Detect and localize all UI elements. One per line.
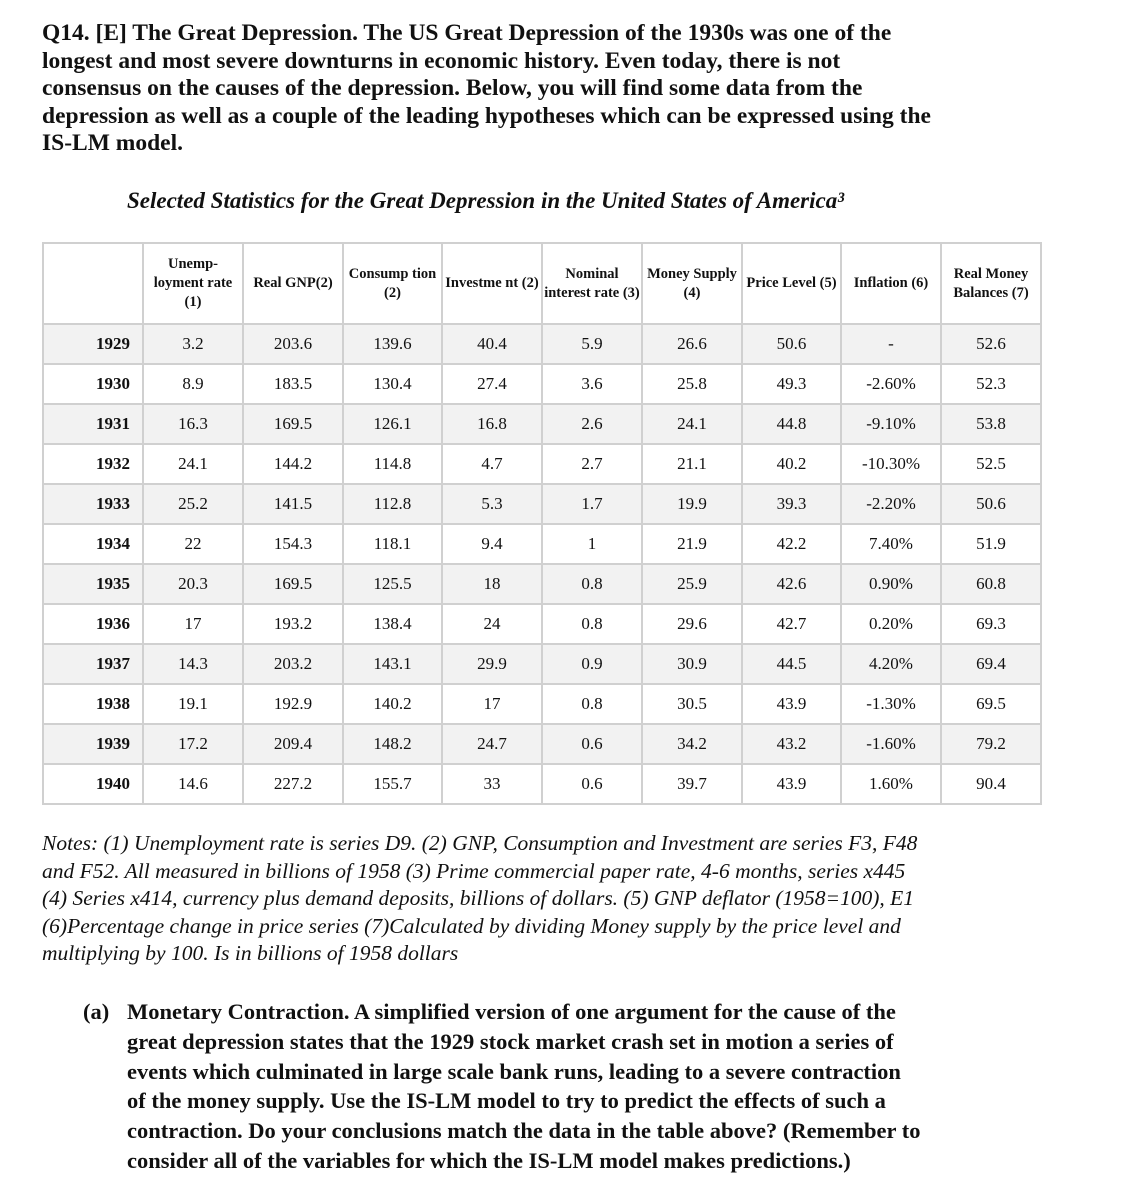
data-cell: 29.9 [442, 644, 542, 684]
data-cell: 44.5 [742, 644, 841, 684]
data-cell: 50.6 [941, 484, 1041, 524]
data-cell: 0.8 [542, 604, 642, 644]
data-cell: 49.3 [742, 364, 841, 404]
data-cell: 0.8 [542, 684, 642, 724]
data-cell: 126.1 [343, 404, 442, 444]
year-cell: 1937 [43, 644, 143, 684]
data-cell: 42.2 [742, 524, 841, 564]
part-a-label: (a) [83, 999, 110, 1024]
data-cell: 16.8 [442, 404, 542, 444]
data-cell: 18 [442, 564, 542, 604]
data-cell: 193.2 [243, 604, 343, 644]
year-cell: 1939 [43, 724, 143, 764]
data-cell: 4.7 [442, 444, 542, 484]
data-cell: 143.1 [343, 644, 442, 684]
data-cell: 20.3 [143, 564, 243, 604]
data-cell: 25.8 [642, 364, 742, 404]
data-cell: 44.8 [742, 404, 841, 444]
notes-line: multiplying by 100. Is in billions of 1958 dollars [42, 941, 459, 966]
table-caption: Selected Statistics for the Great Depression in the United States of America³ [127, 188, 845, 213]
year-cell: 1940 [43, 764, 143, 804]
column-header: Real Money Balances (7) [941, 243, 1041, 324]
data-cell: 2.7 [542, 444, 642, 484]
table-row [43, 364, 1041, 404]
data-cell: 1.7 [542, 484, 642, 524]
part-a-line: events which culminated in large scale bank runs, leading to a severe contraction [127, 1058, 901, 1084]
data-cell: 24.1 [143, 444, 243, 484]
notes-line: and F52. All measured in billions of 1958 (3) Prime commercial paper rate, 4-6 months, series x445 [42, 858, 906, 883]
data-cell: -1.30% [841, 684, 941, 724]
data-cell: 26.6 [642, 324, 742, 364]
data-cell: 50.6 [742, 324, 841, 364]
data-cell: 141.5 [243, 484, 343, 524]
question-text [42, 20, 931, 158]
table-row [43, 404, 1041, 444]
data-cell: 4.20% [841, 644, 941, 684]
part-a-line: of the money supply. Use the IS-LM model to try to predict the effects of such a [127, 1088, 886, 1114]
data-cell: 19.1 [143, 684, 243, 724]
column-header: Consump tion (2) [343, 243, 442, 324]
data-cell: 29.6 [642, 604, 742, 644]
data-cell: 5.9 [542, 324, 642, 364]
data-cell: 30.5 [642, 684, 742, 724]
data-cell: 112.8 [343, 484, 442, 524]
data-cell: 43.9 [742, 684, 841, 724]
question-line: longest and most severe downturns in economic history. Even today, there is not [42, 47, 841, 74]
data-cell: 24 [442, 604, 542, 644]
year-cell: 1933 [43, 484, 143, 524]
year-cell: 1929 [43, 324, 143, 364]
part-a-line: great depression states that the 1929 stock market crash set in motion a series of [127, 1028, 894, 1054]
data-cell: 130.4 [343, 364, 442, 404]
data-cell: 203.6 [243, 324, 343, 364]
data-cell: -2.60% [841, 364, 941, 404]
data-cell: 2.6 [542, 404, 642, 444]
data-cell: 60.8 [941, 564, 1041, 604]
data-cell: 19.9 [642, 484, 742, 524]
data-cell: 3.6 [542, 364, 642, 404]
data-cell: 43.9 [742, 764, 841, 804]
table-row [43, 604, 1041, 644]
year-cell: 1931 [43, 404, 143, 444]
data-cell: 39.7 [642, 764, 742, 804]
data-cell: 24.7 [442, 724, 542, 764]
data-cell: 114.8 [343, 444, 442, 484]
notes-line: Notes: (1) Unemployment rate is series D9. (2) GNP, Consumption and Investment are series F3, F48 [42, 831, 918, 855]
data-cell: 0.90% [841, 564, 941, 604]
data-cell: 79.2 [941, 724, 1041, 764]
statistics-table [42, 242, 1042, 805]
question-line: depression as well as a couple of the leading hypotheses which can be expressed using the [42, 102, 931, 129]
year-cell: 1930 [43, 364, 143, 404]
notes-line: (6)Percentage change in price series (7)Calculated by dividing Money supply by the price level and [42, 913, 901, 938]
table-row [43, 524, 1041, 564]
data-cell: -10.30% [841, 444, 941, 484]
table-notes [42, 830, 917, 968]
part-a [83, 997, 920, 1176]
data-cell: 14.6 [143, 764, 243, 804]
data-cell: 8.9 [143, 364, 243, 404]
data-cell: -9.10% [841, 404, 941, 444]
data-cell: 42.6 [742, 564, 841, 604]
data-cell: 144.2 [243, 444, 343, 484]
data-cell: 0.6 [542, 764, 642, 804]
data-cell: 1.60% [841, 764, 941, 804]
data-cell: -1.60% [841, 724, 941, 764]
data-cell: 27.4 [442, 364, 542, 404]
year-cell: 1932 [43, 444, 143, 484]
data-cell: 69.3 [941, 604, 1041, 644]
column-header: Investme nt (2) [442, 243, 542, 324]
table-row [43, 644, 1041, 684]
data-cell: 34.2 [642, 724, 742, 764]
year-cell: 1935 [43, 564, 143, 604]
data-cell: 0.6 [542, 724, 642, 764]
part-a-line: contraction. Do your conclusions match the data in the table above? (Remember to [127, 1118, 921, 1144]
data-cell: 148.2 [343, 724, 442, 764]
column-header: Unemp-loyment rate (1) [143, 243, 243, 324]
data-cell: 40.4 [442, 324, 542, 364]
question-line: IS-LM model. [42, 130, 183, 157]
data-cell: 140.2 [343, 684, 442, 724]
data-cell: 52.6 [941, 324, 1041, 364]
data-cell: 21.9 [642, 524, 742, 564]
data-cell: 30.9 [642, 644, 742, 684]
data-cell: 14.3 [143, 644, 243, 684]
table-row [43, 684, 1041, 724]
data-cell: 40.2 [742, 444, 841, 484]
data-cell: 16.3 [143, 404, 243, 444]
column-header: Money Supply (4) [642, 243, 742, 324]
data-cell: 169.5 [243, 564, 343, 604]
data-cell: 9.4 [442, 524, 542, 564]
data-cell: 21.1 [642, 444, 742, 484]
data-cell: 203.2 [243, 644, 343, 684]
data-cell: 183.5 [243, 364, 343, 404]
data-cell: 22 [143, 524, 243, 564]
table-row [43, 564, 1041, 604]
data-cell: 25.2 [143, 484, 243, 524]
data-cell: 43.2 [742, 724, 841, 764]
data-cell: 53.8 [941, 404, 1041, 444]
data-cell: 24.1 [642, 404, 742, 444]
table-row [43, 444, 1041, 484]
data-cell: 17 [442, 684, 542, 724]
data-cell: -2.20% [841, 484, 941, 524]
data-cell: 138.4 [343, 604, 442, 644]
data-cell: 155.7 [343, 764, 442, 804]
data-cell: 17.2 [143, 724, 243, 764]
table-row [43, 484, 1041, 524]
data-cell: - [841, 324, 941, 364]
table-row [43, 764, 1041, 804]
question-line: consensus on the causes of the depression. Below, you will find some data from the [42, 75, 863, 102]
data-cell: 192.9 [243, 684, 343, 724]
data-cell: 125.5 [343, 564, 442, 604]
notes-line: (4) Series x414, currency plus demand deposits, billions of dollars. (5) GNP deflator (1958=100), E1 [42, 886, 915, 911]
part-a-line: consider all of the variables for which the IS-LM model makes predictions.) [127, 1147, 851, 1173]
data-cell: 227.2 [243, 764, 343, 804]
data-cell: 5.3 [442, 484, 542, 524]
column-header: Real GNP(2) [243, 243, 343, 324]
table-row [43, 324, 1041, 364]
data-cell: 139.6 [343, 324, 442, 364]
year-cell: 1938 [43, 684, 143, 724]
data-cell: 39.3 [742, 484, 841, 524]
question-line: Q14. [E] The Great Depression. The US Great Depression of the 1930s was one of the [42, 20, 892, 46]
data-cell: 69.5 [941, 684, 1041, 724]
data-cell: 154.3 [243, 524, 343, 564]
column-header: Price Level (5) [742, 243, 841, 324]
data-cell: 51.9 [941, 524, 1041, 564]
data-cell: 33 [442, 764, 542, 804]
part-a-line: Monetary Contraction. A simplified version of one argument for the cause of the [127, 999, 896, 1024]
data-cell: 7.40% [841, 524, 941, 564]
data-cell: 1 [542, 524, 642, 564]
data-cell: 118.1 [343, 524, 442, 564]
column-header: Nominal interest rate (3) [542, 243, 642, 324]
data-cell: 0.20% [841, 604, 941, 644]
data-cell: 3.2 [143, 324, 243, 364]
data-cell: 0.8 [542, 564, 642, 604]
data-cell: 209.4 [243, 724, 343, 764]
data-cell: 25.9 [642, 564, 742, 604]
year-cell: 1936 [43, 604, 143, 644]
data-cell: 0.9 [542, 644, 642, 684]
data-cell: 90.4 [941, 764, 1041, 804]
data-cell: 17 [143, 604, 243, 644]
data-cell: 169.5 [243, 404, 343, 444]
data-cell: 52.5 [941, 444, 1041, 484]
column-header: Inflation (6) [841, 243, 941, 324]
year-cell: 1934 [43, 524, 143, 564]
data-cell: 69.4 [941, 644, 1041, 684]
column-header [43, 243, 143, 324]
data-cell: 42.7 [742, 604, 841, 644]
table-row [43, 724, 1041, 764]
table-header-row [43, 243, 1041, 324]
data-cell: 52.3 [941, 364, 1041, 404]
